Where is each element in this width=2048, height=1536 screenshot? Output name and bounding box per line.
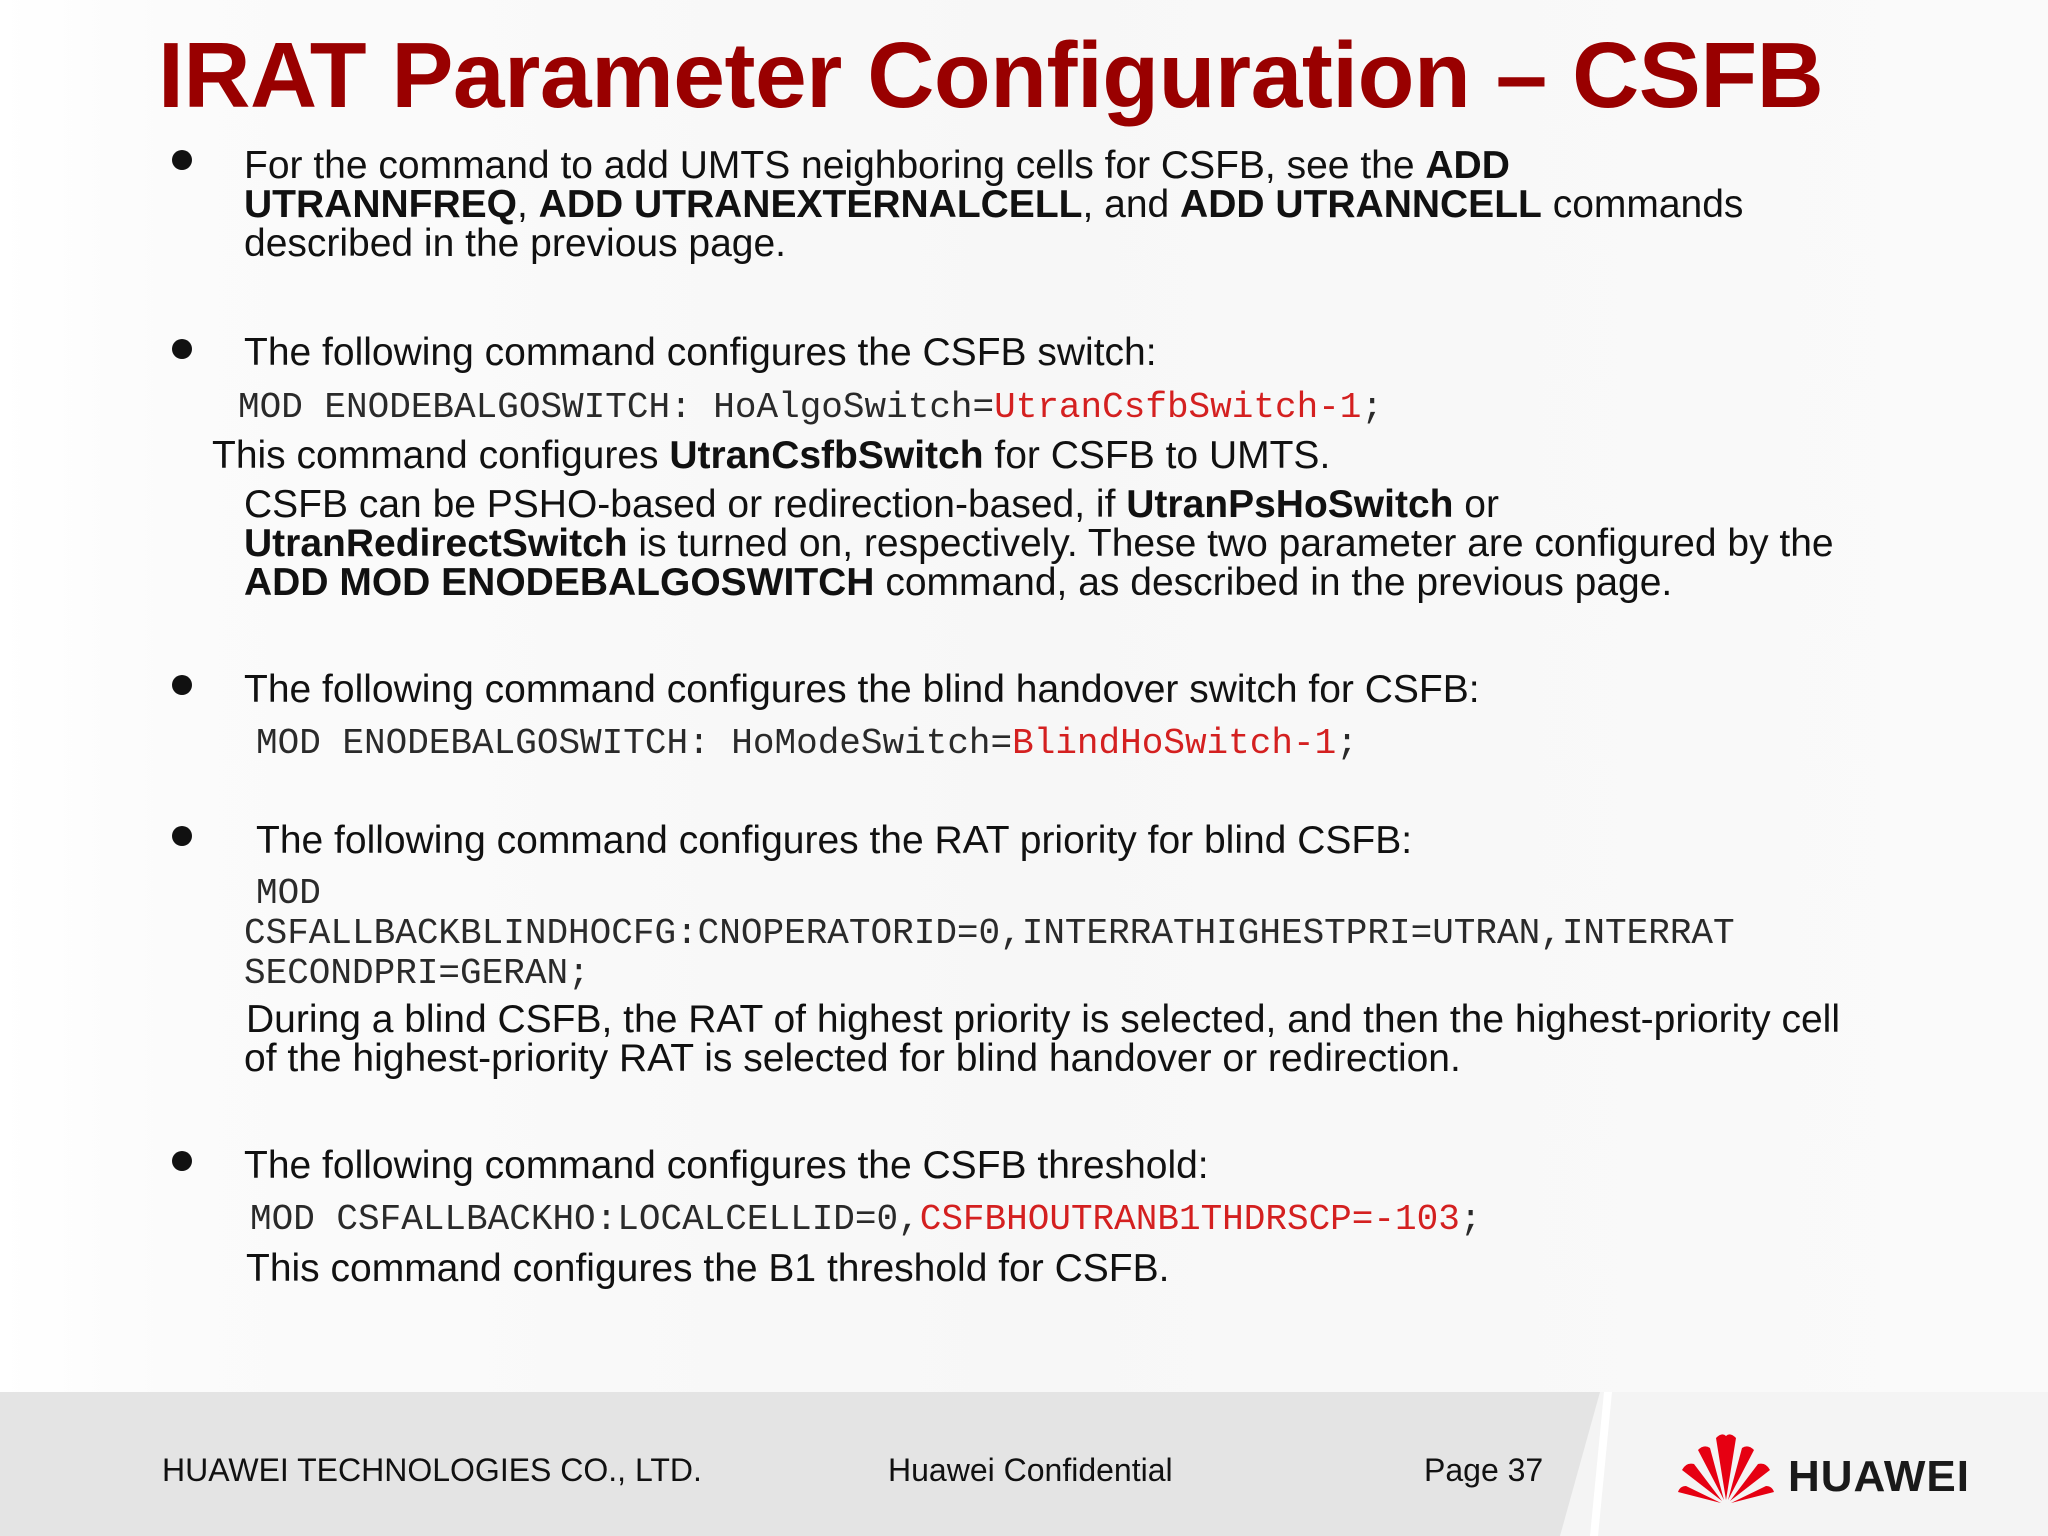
s4-para-line1: During a blind CSFB, the RAT of highest priority is selected, and then the highest-priority cell xyxy=(246,998,1841,1041)
code-run: ; xyxy=(1361,387,1383,428)
code-run: ; xyxy=(1336,723,1358,764)
s4-command-line2: CSFALLBACKBLINDHOCFG:CNOPERATORID=0,INTERRATHIGHESTPRI=UTRAN,INTERRAT xyxy=(244,913,1735,954)
bullet-dot xyxy=(172,150,192,170)
text-run: , xyxy=(516,183,539,226)
s5-note: This command configures the B1 threshold for CSFB. xyxy=(246,1247,1170,1290)
s2-para-line3 xyxy=(244,563,1672,603)
s5-command xyxy=(250,1200,1481,1240)
s4-heading: The following command configures the RAT priority for blind CSFB: xyxy=(256,819,1413,862)
s2-heading: The following command configures the CSFB switch: xyxy=(244,331,1157,374)
text-run: commands xyxy=(1541,183,1744,226)
bullet-dot xyxy=(172,675,192,695)
s2-para-line1 xyxy=(244,485,1499,525)
s2-note xyxy=(212,436,1330,476)
text-run: command, as described in the previous page. xyxy=(874,561,1673,604)
code-run: MOD ENODEBALGOSWITCH: HoModeSwitch= xyxy=(256,723,1013,764)
bold-run: ADD xyxy=(1425,144,1510,187)
s5-heading: The following command configures the CSFB threshold: xyxy=(244,1144,1209,1187)
footer-confidential: Huawei Confidential xyxy=(888,1452,1173,1488)
bold-run: ADD MOD ENODEBALGOSWITCH xyxy=(244,561,875,604)
bold-run: ADD UTRANNCELL xyxy=(1180,183,1542,226)
code-highlight: UtranCsfbSwitch-1 xyxy=(994,387,1362,428)
bullet-dot xyxy=(172,826,192,846)
bold-run: ADD UTRANEXTERNALCELL xyxy=(538,183,1083,226)
s2-command xyxy=(238,388,1383,428)
huawei-logo-icon xyxy=(1676,1428,1776,1508)
s4-command-line1: MOD xyxy=(256,873,321,914)
code-highlight: CSFBHOUTRANB1THDRSCP=-103 xyxy=(919,1199,1460,1240)
text-run: For the command to add UMTS neighboring cells for CSFB, see the xyxy=(244,144,1426,187)
huawei-logo-text: HUAWEI xyxy=(1788,1452,1970,1501)
bold-run: UtranRedirectSwitch xyxy=(244,522,628,565)
s4-para-line2: of the highest-priority RAT is selected for blind handover or redirection. xyxy=(244,1037,1461,1080)
code-run: MOD CSFALLBACKHO:LOCALCELLID=0, xyxy=(250,1199,920,1240)
bold-run: UtranCsfbSwitch xyxy=(669,434,984,477)
footer-company: HUAWEI TECHNOLOGIES CO., LTD. xyxy=(162,1452,702,1488)
s1-line1 xyxy=(244,146,1510,186)
code-highlight: BlindHoSwitch-1 xyxy=(1012,723,1337,764)
code-run: MOD ENODEBALGOSWITCH: HoAlgoSwitch= xyxy=(238,387,995,428)
s3-command xyxy=(256,724,1358,764)
s4-command-line3: SECONDPRI=GERAN; xyxy=(244,953,590,994)
s3-heading: The following command configures the blind handover switch for CSFB: xyxy=(244,668,1480,711)
s1-line2 xyxy=(244,185,1743,225)
text-run: This command configures xyxy=(212,434,670,477)
text-run: is turned on, respectively. These two parameter are configured by the xyxy=(627,522,1834,565)
text-run: CSFB can be PSHO-based or redirection-based, if xyxy=(244,483,1127,526)
text-run: or xyxy=(1453,483,1499,526)
text-run: for CSFB to UMTS. xyxy=(983,434,1331,477)
footer-page-number: Page 37 xyxy=(1424,1452,1544,1488)
s1-line3: described in the previous page. xyxy=(244,222,787,265)
bullet-dot xyxy=(172,1151,192,1171)
slide-title: IRAT Parameter Configuration – CSFB xyxy=(158,23,1824,127)
bullet-dot xyxy=(172,339,192,359)
code-run: ; xyxy=(1459,1199,1482,1240)
s2-para-line2 xyxy=(244,524,1834,564)
text-run: , and xyxy=(1082,183,1181,226)
bold-run: UTRANNFREQ xyxy=(244,183,517,226)
bold-run: UtranPsHoSwitch xyxy=(1126,483,1454,526)
